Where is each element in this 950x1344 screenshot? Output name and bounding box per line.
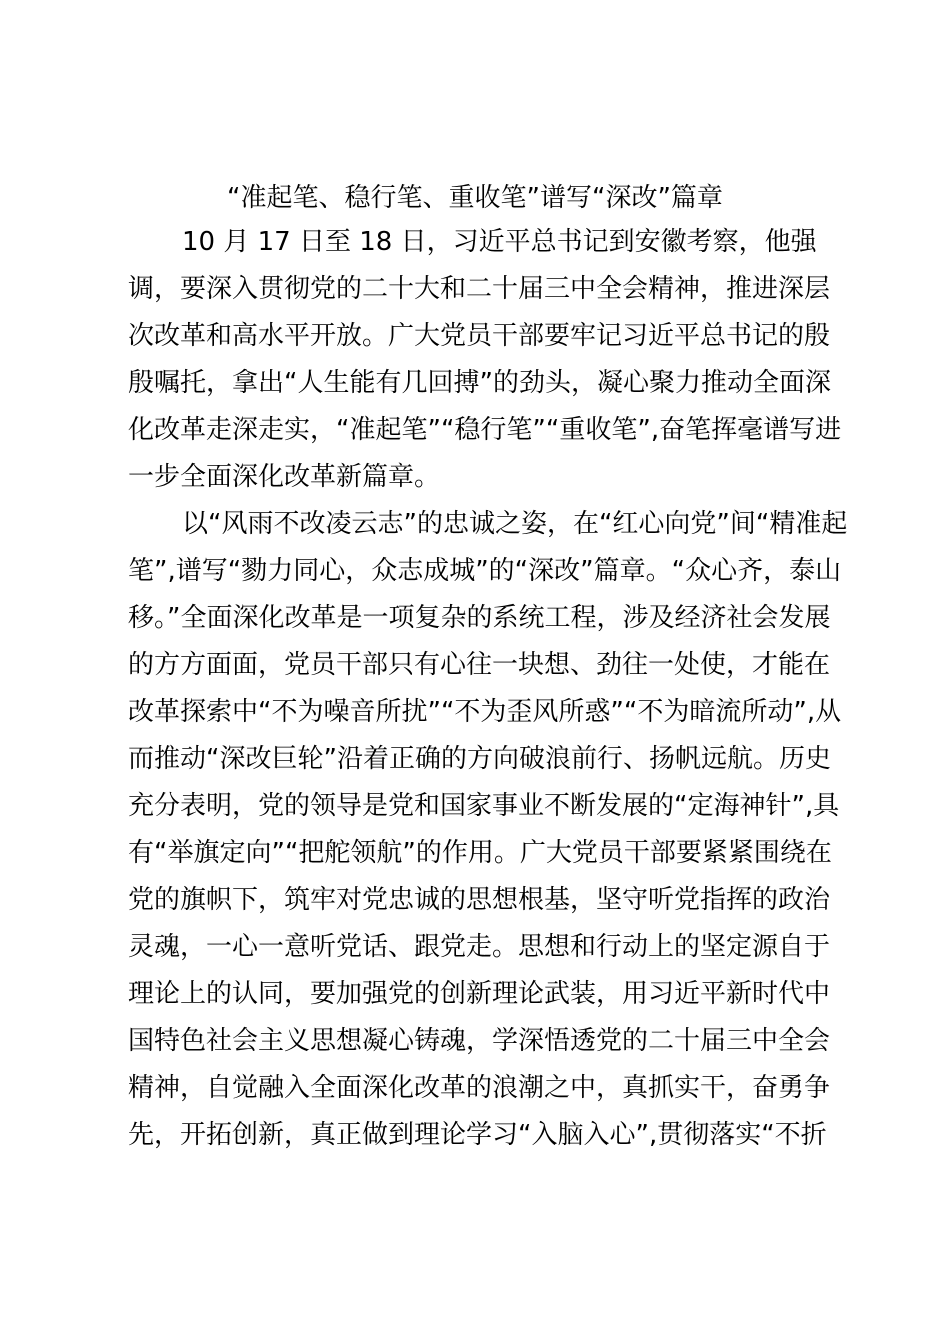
paragraph-line: 一步全面深化改革新篇章。 [128, 462, 441, 492]
paragraph-line: 精神，自觉融入全面深化改革的浪潮之中，真抓实干，奋勇争 [128, 1073, 831, 1103]
paragraph-line: 以“风雨不改凌云志”的忠诚之姿，在“红心向党”间“精准起 [182, 509, 848, 539]
paragraph-line: 充分表明，党的领导是党和国家事业不断发展的“定海神针”,具 [128, 791, 840, 821]
paragraph-line: 而推动“深改巨轮”沿着正确的方向破浪前行、扬帆远航。历史 [128, 744, 831, 774]
paragraph-line: 调，要深入贯彻党的二十大和二十届三中全会精神，推进深层 [128, 274, 831, 304]
paragraph-line: 理论上的认同，要加强党的创新理论武装，用习近平新时代中 [128, 979, 831, 1009]
paragraph-line: 移。”全面深化改革是一项复杂的系统工程，涉及经济社会发展 [128, 603, 831, 633]
paragraph-line: 先，开拓创新，真正做到理论学习“入脑入心”,贯彻落实“不折 [128, 1120, 827, 1150]
paragraph-line: 的方方面面，党员干部只有心往一块想、劲往一处使，才能在 [128, 650, 831, 680]
document-title: “准起笔、稳行笔、重收笔”谱写“深改”篇章 [227, 183, 723, 213]
paragraph-line: 殷嘱托，拿出“人生能有几回搏”的劲头，凝心聚力推动全面深 [128, 368, 831, 398]
paragraph-line: 党的旗帜下，筑牢对党忠诚的思想根基，坚守听党指挥的政治 [128, 885, 831, 915]
paragraph-line: 笔”,谱写“勠力同心，众志成城”的“深改”篇章。“众心齐，泰山 [128, 556, 842, 586]
paragraph-line: 化改革走深走实，“准起笔”“稳行笔”“重收笔”,奋笔挥毫谱写进 [128, 415, 842, 445]
paragraph-line: 国特色社会主义思想凝心铸魂，学深悟透党的二十届三中全会 [128, 1026, 831, 1056]
paragraph-line: 改革探索中“不为噪音所扰”“不为歪风所惑”“不为暗流所动”,从 [128, 697, 842, 727]
paragraph-line: 有“举旗定向”“把舵领航”的作用。广大党员干部要紧紧围绕在 [128, 838, 832, 868]
paragraph-line: 次改革和高水平开放。广大党员干部要牢记习近平总书记的殷 [128, 321, 831, 351]
paragraph-line: 10 月 17 日至 18 日，习近平总书记到安徽考察，他强 [182, 227, 817, 257]
paragraph-line: 灵魂，一心一意听党话、跟党走。思想和行动上的坚定源自于 [128, 932, 831, 962]
